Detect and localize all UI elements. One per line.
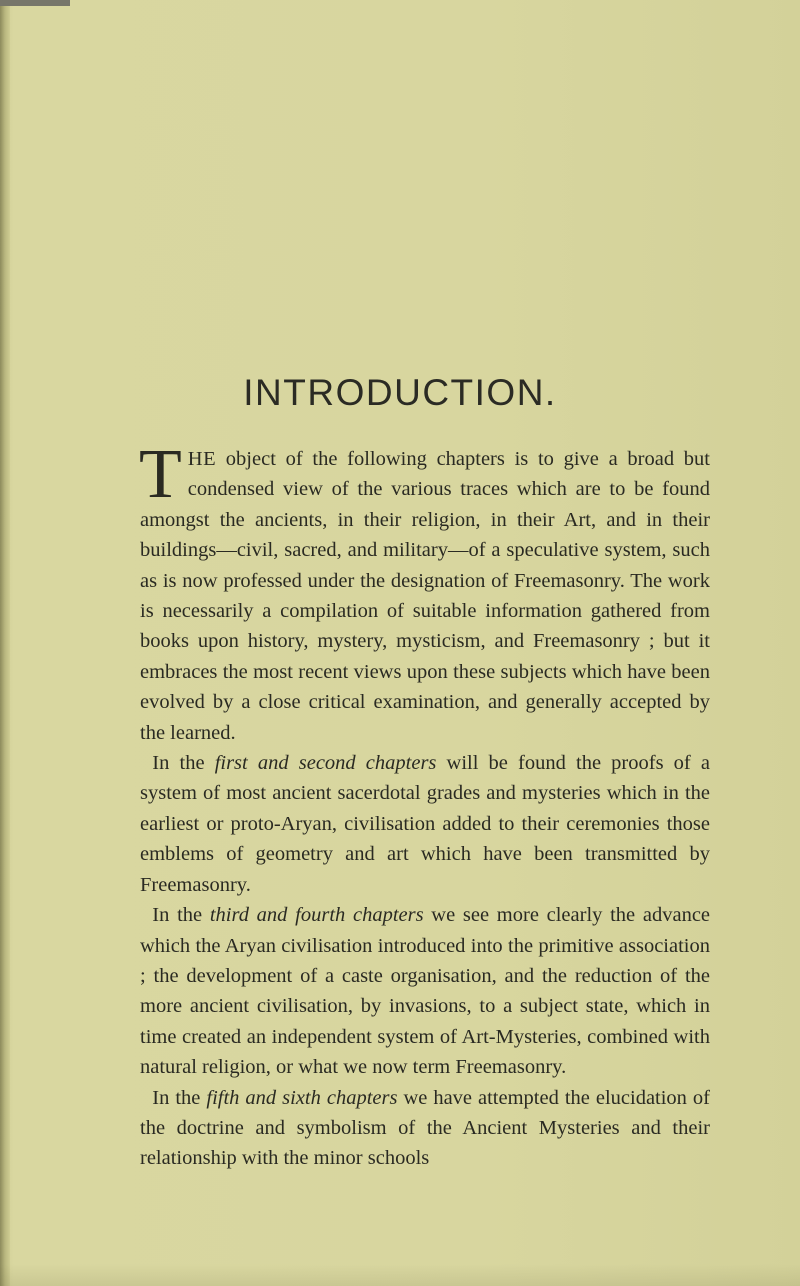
paragraph-2 [140, 748, 710, 900]
paragraph-1 [139, 436, 710, 748]
paragraph-4 [140, 1083, 710, 1174]
page-gutter [0, 0, 10, 1286]
drop-cap: T [139, 436, 182, 513]
paragraph-3-before: In the [152, 904, 210, 927]
page-top-edge [0, 0, 70, 6]
paragraph-1-text: object of the following chapters is to give a broad but condensed view of the various traces which are to be found amongst the ancients, in their religion, in their Art, and in their buildings—civil, sacred, and military—of a speculative system, such as is now professed under the designation of Freemasonry. The work is necessarily a compilation of suitable information gathered from books upon history, mystery, mysticism, and Freemasonry ; but it embraces the most recent views upon these subjects which have been evolved by a close critical examination, and generally accepted by the learned. [140, 448, 710, 744]
paragraph-1-caps: HE [187, 448, 217, 470]
paragraph-4-after: we have attempted the elucidation of the doctrine and symbolism of the Ancient Mysteries and their relationship with the minor schools [140, 1086, 710, 1170]
paragraph-3-after: we see more clearly the advance which the Aryan civilisation introduced into the primitive association ; the development of a caste organisation, and the reduction of the more ancient civilisation, by invasions, to a subject state, which in time created an independent system of Art-Mysteries, combined with natural religion, or what we now term Freemasonry. [140, 904, 711, 1079]
introduction-body [139, 436, 711, 1174]
page-bottom-shadow [0, 1264, 800, 1286]
paragraph-2-italic: first and second chapters [214, 752, 437, 775]
paragraph-2-after: will be found the proofs of a system of most ancient sacerdotal grades and mysteries which in the earliest or proto-Aryan, civilisation added to their ceremonies those emblems of geometry and art which have been transmitted by Freemasonry. [140, 752, 710, 896]
paragraph-4-before: In the [152, 1086, 207, 1109]
chapter-title: INTRODUCTION. [243, 372, 557, 413]
paragraph-3 [140, 900, 710, 1082]
paragraph-2-before: In the [152, 752, 215, 775]
paragraph-3-italic: third and fourth chapters [209, 904, 424, 927]
paragraph-4-italic: fifth and sixth chapters [206, 1086, 398, 1109]
